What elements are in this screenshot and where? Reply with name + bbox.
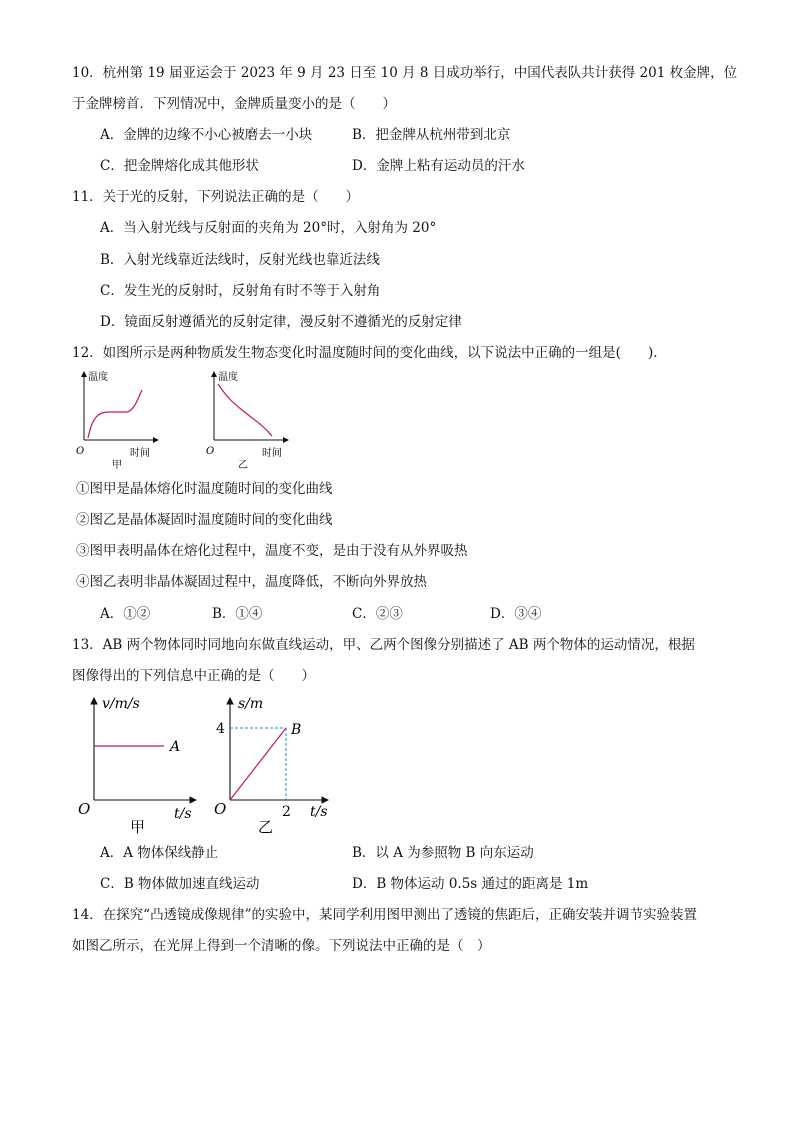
q12-graph-yi bbox=[204, 368, 294, 472]
q13-option-d[interactable]: D．B 物体运动 0.5s 通过的距离是 1m bbox=[352, 876, 589, 892]
q11-option-c[interactable]: C．发生光的反射时，反射角有时不等于入射角 bbox=[100, 283, 381, 299]
q12-jia-xlabel: 时间 bbox=[130, 448, 150, 459]
q11-option-b[interactable]: B．入射光线靠近法线时，反射光线也靠近法线 bbox=[100, 252, 380, 268]
q13-option-b[interactable]: B．以 A 为参照物 B 向东运动 bbox=[352, 845, 534, 861]
q11-stem-line1: 11．关于光的反射，下列说法正确的是（ ） bbox=[72, 189, 360, 205]
q13-jia-xlabel: t/s bbox=[174, 806, 192, 822]
q12-yi-ylabel: 温度 bbox=[218, 372, 238, 383]
q13-graph-yi bbox=[212, 690, 342, 838]
q13-jia-line-label: A bbox=[170, 739, 181, 755]
q13-yi-caption: 乙 bbox=[258, 818, 274, 836]
q13-stem-line1: 13．AB 两个物体同时同地向东做直线运动，甲、乙两个图像分别描述了 AB 两个物体的运动情况，根据 bbox=[72, 637, 695, 653]
q13-stem-line2: 图像得出的下列信息中正确的是（ ） bbox=[72, 668, 315, 684]
q11-option-a[interactable]: A．当入射光线与反射面的夹角为 20°时，入射角为 20° bbox=[100, 220, 437, 236]
q13-yi-ylabel: s/m bbox=[238, 696, 264, 712]
q10-option-c[interactable]: C．把金牌熔化成其他形状 bbox=[100, 158, 259, 174]
q13-yi-point-label: B bbox=[291, 722, 302, 738]
q12-graph-jia bbox=[74, 368, 164, 472]
q14-stem-line2: 如图乙所示，在光屏上得到一个清晰的像。下列说法中正确的是（ ） bbox=[72, 938, 491, 954]
q12-yi-origin: O bbox=[206, 446, 215, 457]
q12-jia-curve bbox=[88, 390, 142, 438]
q12-jia-origin: O bbox=[76, 446, 85, 457]
q12-yi-curve bbox=[218, 384, 272, 436]
q12-statement-4: ④图乙表明非晶体凝固过程中，温度降低，不断向外界放热 bbox=[76, 574, 427, 590]
q12-option-b[interactable]: B．①④ bbox=[212, 606, 263, 622]
q13-graph-jia bbox=[76, 690, 206, 838]
q12-jia-caption: 甲 bbox=[112, 460, 122, 471]
q12-statement-3: ③图甲表明晶体在熔化过程中，温度不变，是由于没有从外界吸热 bbox=[76, 543, 468, 559]
q12-yi-caption: 乙 bbox=[238, 460, 248, 471]
q13-yi-x-tick: 2 bbox=[282, 804, 291, 820]
q12-option-a[interactable]: A．①② bbox=[100, 606, 151, 622]
q13-jia-ylabel: v/m/s bbox=[102, 696, 140, 712]
q12-jia-ylabel: 温度 bbox=[88, 372, 108, 383]
q10-stem-line1: 10．杭州第 19 届亚运会于 2023 年 9 月 23 日至 10 月 8 日成功举行，中国代表队共计获得 201 枚金牌，位 bbox=[72, 65, 738, 81]
q12-option-c[interactable]: C．②③ bbox=[352, 606, 403, 622]
q13-jia-caption: 甲 bbox=[130, 818, 146, 836]
q13-yi-xlabel: t/s bbox=[310, 804, 328, 820]
q12-statement-1: ①图甲是晶体熔化时温度随时间的变化曲线 bbox=[76, 481, 333, 497]
q12-statement-2: ②图乙是晶体凝固时温度随时间的变化曲线 bbox=[76, 512, 333, 528]
q10-option-b[interactable]: B．把金牌从杭州带到北京 bbox=[352, 127, 511, 143]
q13-yi-origin: O bbox=[214, 800, 227, 818]
q13-yi-line-b bbox=[230, 728, 286, 800]
q11-option-d[interactable]: D．镜面反射遵循光的反射定律，漫反射不遵循光的反射定律 bbox=[100, 314, 462, 330]
q10-option-a[interactable]: A．金牌的边缘不小心被磨去一小块 bbox=[100, 127, 313, 143]
q13-option-c[interactable]: C．B 物体做加速直线运动 bbox=[100, 876, 260, 892]
q13-jia-origin: O bbox=[78, 800, 91, 818]
q12-yi-xlabel: 时间 bbox=[262, 448, 282, 459]
q12-option-d[interactable]: D．③④ bbox=[490, 606, 542, 622]
q10-option-d[interactable]: D．金牌上粘有运动员的汗水 bbox=[352, 158, 525, 174]
q13-option-a[interactable]: A．A 物体保线静止 bbox=[100, 845, 219, 861]
q12-stem-line1: 12．如图所示是两种物质发生物态变化时温度随时间的变化曲线，以下说法中正确的一组是( )． bbox=[72, 345, 667, 361]
q14-stem-line1: 14．在探究“凸透镜成像规律”的实验中，某同学利用图甲测出了透镜的焦距后，正确安装并调节实验装置 bbox=[72, 907, 697, 923]
q10-stem-line2: 于金牌榜首．下列情况中，金牌质量变小的是（ ） bbox=[72, 96, 396, 112]
q13-yi-y-tick: 4 bbox=[216, 721, 225, 737]
